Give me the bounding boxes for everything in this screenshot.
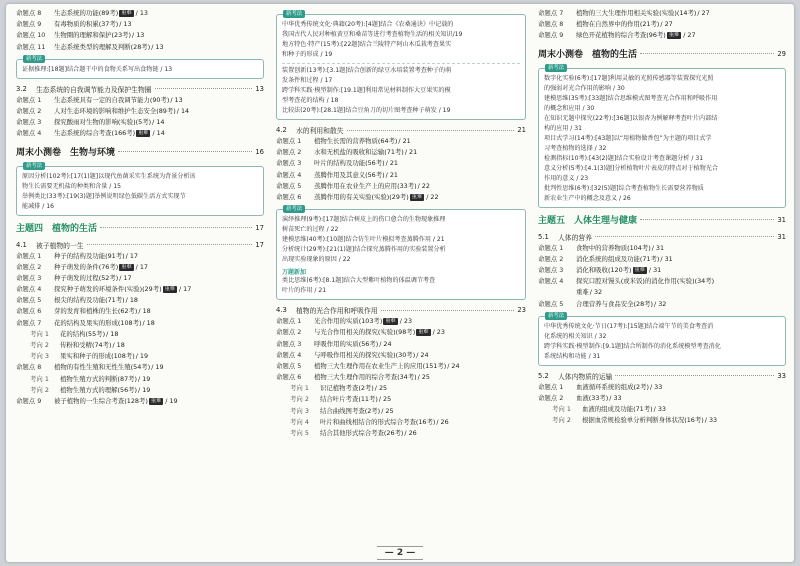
topic-row[interactable] — [16, 8, 264, 19]
topic-number: 命题点 5 — [538, 299, 564, 308]
page-ref: / 22 — [426, 192, 439, 201]
topic-number: 命题点 3 — [16, 118, 42, 127]
topic-number: 命题点 8 — [16, 9, 42, 17]
page-ref: / 18 — [112, 341, 125, 349]
topic-title: 识记植物考查(2考) — [320, 384, 374, 393]
box-line: 叶片的作用 / 21 — [282, 287, 327, 295]
page-ref: / 21 — [404, 148, 418, 157]
topic-row[interactable] — [538, 8, 786, 19]
topic-title: 根尖的结构及功能(71考) — [54, 296, 125, 305]
difficulty-badge: 重难 — [150, 398, 162, 405]
page-ref: / 19 — [151, 363, 164, 372]
page-ref: / 13 — [170, 95, 183, 104]
topic-row[interactable] — [276, 181, 526, 192]
page-ref: / 18 — [142, 318, 155, 327]
topic-title: 生态系统的综合考查(166考) — [54, 129, 136, 138]
topic-number: 考向 2 — [552, 416, 571, 425]
topic-title: 植物的有性生殖和无性生殖(54考) — [54, 363, 151, 372]
topic-title: 消化和吸收(120考) — [576, 265, 632, 274]
topic-list — [538, 243, 786, 310]
page-ref: / 19 — [138, 374, 151, 383]
topic-number: 命题点 9 — [16, 20, 42, 29]
box-line: 发条件和过程 / 17 — [282, 77, 333, 84]
topic-number: 命题点 11 — [16, 42, 46, 51]
box-line: 跨学科实践·模型制作:[9.1题]结合所制作的消化系统模型考查消化 — [544, 342, 721, 350]
box-line: 新农业生产中的概念及意义 / 26 — [544, 194, 631, 202]
topic-row[interactable] — [276, 361, 526, 372]
new-exam-box — [276, 11, 526, 120]
topic-title: 呼吸作用的实质(56考) — [314, 339, 379, 348]
box-line: 地方特色·特产(15考):[22题]结合兰陵特产阿山木瓜栽考查果实 — [282, 41, 452, 48]
new-exam-box — [538, 312, 786, 366]
topic-number: 命题点 9 — [538, 31, 564, 40]
topic-number: 命题点 4 — [276, 350, 302, 359]
page-ref: / 14 — [152, 129, 165, 138]
box-line: 的强弱对光合作用的影响 / 30 — [544, 84, 625, 92]
topic-title: 探究酸雨对生物的影响(实验)(5考) — [54, 118, 152, 127]
topic-title: 重难 — [576, 288, 589, 297]
topic-row[interactable] — [276, 147, 526, 158]
page-ref: / 13 — [135, 9, 148, 17]
section-heading[interactable]: 4.1 被子植物的一生 17 — [16, 240, 264, 250]
new-exam-box — [538, 64, 786, 208]
topic-number: 命题点 3 — [16, 273, 42, 282]
topic-row[interactable] — [16, 295, 264, 306]
topic-row[interactable] — [276, 136, 526, 147]
topic-row[interactable] — [276, 316, 526, 327]
topic-title: 结合曲线图考查(2考) — [320, 406, 381, 415]
difficulty-badge: 重难 — [138, 130, 149, 137]
page-ref: / 18 — [106, 329, 119, 338]
topic-number: 命题点 4 — [538, 277, 564, 286]
topic-row[interactable] — [16, 251, 264, 262]
page-ref: / 21 — [385, 170, 398, 179]
topic-title: 结合其他形式综合考查(26考) — [320, 429, 404, 437]
topic-number: 命题点 7 — [16, 318, 42, 327]
topic-title: 传粉和受精(74考) — [60, 341, 112, 349]
topic-number: 考向 2 — [30, 385, 49, 394]
topic-number: 命题点 6 — [276, 192, 302, 201]
new-exam-box — [16, 55, 264, 79]
difficulty-badge: 重难 — [121, 10, 132, 17]
topic-row[interactable] — [538, 265, 786, 276]
topic-row[interactable] — [276, 350, 526, 361]
sub-topic-row[interactable] — [16, 385, 264, 396]
box-line: 批判性思维(6考):[32(5)题]综合考查植物生长需要营养物质 — [544, 184, 704, 192]
box-line: 演绎推理(9考):[17题]结合树皮上的伤口愈合的生物现象推理 — [282, 216, 446, 224]
topic-number: 命题点 9 — [16, 396, 42, 405]
box-line: 和种子的形成 / 19 — [282, 51, 333, 58]
box-line: 数字化实验(6考):[17题]利用灵敏的光照传感器等装置探究光照 — [544, 74, 714, 82]
box-line: 类比思维(6考):[8.1题]结合大型紫叶植物的体温调节考查 — [282, 277, 436, 285]
topic-number: 命题点 2 — [538, 393, 564, 402]
topic-row[interactable] — [16, 362, 264, 373]
topic-title: 探究种子萌发的环境条件(实验)(29考) — [54, 285, 162, 294]
topic-title: 结合叶片考查(11考) — [320, 395, 378, 404]
topic-row[interactable] — [16, 42, 264, 53]
sub-topic-row[interactable] — [16, 374, 264, 385]
new-exam-tag: 新考法 — [283, 10, 305, 18]
topic-number: 命题点 8 — [16, 363, 42, 372]
topic-title: 叶片的结构及功能(56考) — [314, 159, 385, 168]
sub-topic-row[interactable] — [538, 415, 786, 426]
box-line: 在知识无题中探究(22考):[36题]以银杏为例解释考查叶片内部结 — [544, 114, 718, 122]
topic-number: 考向 3 — [290, 406, 309, 415]
topic-number: 命题点 1 — [276, 317, 302, 326]
topic-row[interactable] — [16, 30, 264, 41]
box-line: 系统结构和功能 / 31 — [544, 352, 601, 360]
topic-number: 命题点 8 — [538, 20, 564, 29]
box-line: 跨学科实践·模型制作:[19.1题]利用常见材料制作大豆果实的模 — [282, 87, 451, 94]
page-number: — 2 — — [6, 546, 794, 560]
topic-row[interactable] — [16, 318, 264, 329]
topic-number: 命题点 2 — [16, 262, 42, 271]
topic-row[interactable] — [538, 254, 786, 265]
topic-title: 血液循环系统的组成(2考) — [576, 382, 649, 391]
sub-topic-row[interactable] — [16, 340, 264, 351]
page-ref: / 17 — [178, 285, 192, 294]
new-exam-tag: 新考法 — [283, 205, 305, 213]
page-ref: / 13 — [151, 42, 164, 51]
column-middle — [276, 8, 526, 544]
topic-title: 有毒物质的积累(37考) — [54, 20, 119, 29]
topic-number: 命题点 1 — [16, 95, 42, 104]
topic-row[interactable] — [16, 396, 264, 407]
topic-row[interactable] — [538, 299, 786, 310]
topic-row[interactable] — [16, 95, 264, 106]
box-line: 意义分析(5考):[4.1(3)题]分析植物叶片表皮的特点对于植物光合 — [544, 164, 718, 172]
weekend-test-heading[interactable]: 周末小测卷 生物与环境 16 — [16, 147, 264, 158]
box-line: 的概念和应用 / 30 — [544, 104, 595, 112]
page-ref: / 21 — [398, 137, 411, 145]
topic-row[interactable] — [538, 276, 786, 287]
topic-number: 考向 2 — [290, 395, 309, 404]
new-exam-tag: 新考法 — [545, 312, 567, 320]
topic-title: 消化系统的组成及功能(71考) — [576, 254, 660, 263]
topic-title: 生态系统具有一定的自我调节能力(90考) — [54, 95, 170, 104]
page-ref: / 17 — [125, 251, 138, 260]
box-line: 项目式学习(14考):[43题]以“用植物做香包”为主题的项目式学 — [544, 134, 712, 142]
page-ref: / 19 — [138, 385, 151, 394]
sub-topic-row[interactable] — [276, 428, 526, 439]
topic-title: 蒸腾作用在农业生产上的应用(33考) — [314, 181, 417, 190]
page-ref: / 14 — [176, 106, 190, 115]
document-page — [6, 4, 794, 562]
topic-title: 种子萌发的过程(52考) — [54, 273, 119, 282]
topic-title: 植物三大生理作用在农业生产上的应用(151考) — [314, 361, 447, 370]
page-ref: / 21 — [385, 159, 398, 168]
topic-title: 生物圈的理解和保护(23考) — [54, 31, 132, 40]
topic-number: 考向 1 — [30, 374, 49, 383]
topic-number: 考向 2 — [30, 341, 49, 349]
box-line: 中华优秀传统文化·节日(17考):[15题]结合端午节的美食考查消 — [544, 322, 714, 330]
page-ref: / 31 — [660, 254, 673, 263]
topic-title: 与呼吸作用相关的探究(实验)(30考) — [314, 350, 416, 359]
topic-row[interactable] — [16, 19, 264, 30]
topic-row[interactable] — [538, 287, 786, 298]
box-line: 举例类比(33考):[19(3)题]举例说明绿色低碳生活方式实现节 — [22, 192, 186, 200]
topic-title: 血液的组成及功能(71考) — [582, 405, 653, 414]
topic-title: 花的结构及果实的形成(108考) — [54, 318, 142, 327]
topic-number: 命题点 3 — [538, 265, 564, 274]
section-heading[interactable]: 5.2 人体内物质的运输 33 — [538, 371, 786, 381]
page-ref: / 24 — [416, 350, 429, 359]
topic-number: 命题点 1 — [538, 243, 564, 252]
topic-title: 植物的三大生理作用相关实验(实验)(14考) — [576, 9, 697, 17]
topic-list — [538, 382, 786, 427]
sub-topic-row[interactable] — [276, 394, 526, 405]
topic-list — [538, 8, 786, 42]
topic-title: 叶片和曲线相结合的形式综合考查(16考) — [320, 417, 436, 426]
page-ref: / 24 — [447, 361, 460, 370]
page-ref: / 27 — [660, 20, 673, 29]
topic-row[interactable] — [538, 382, 786, 393]
topic-row[interactable] — [16, 117, 264, 128]
topic-title: 探究口腔对馒头(或米饭)的消化作用(实验)(34考) — [576, 277, 715, 286]
topic-number: 命题点 3 — [276, 339, 302, 348]
page-ref: / 23 — [399, 317, 413, 326]
page-ref: / 17 — [119, 273, 132, 282]
page-ref: / 32 — [654, 299, 667, 308]
topic-title: 光合作用的实质(103考) — [314, 317, 383, 326]
section-heading[interactable]: 4.3 植物的光合作用和呼吸作用 23 — [276, 306, 526, 316]
difficulty-badge: 重难 — [121, 263, 132, 270]
page-ref: / 33 — [649, 382, 663, 391]
topic-title: 生态系统类型的理解及判断(28考) — [54, 42, 151, 51]
page-ref: / 25 — [378, 395, 392, 404]
topic-row[interactable] — [276, 170, 526, 181]
difficulty-badge: 重难 — [634, 267, 645, 274]
box-line: 中华优秀传统文化·典籍(20考):[4题]结合《农桑通诀》中记载的 — [282, 21, 454, 28]
page-ref: / 26 — [404, 429, 417, 437]
box-line: 型考查花的结构 / 18 — [282, 97, 339, 104]
page-ref: / 31 — [651, 243, 665, 252]
topic-number: 命题点 5 — [16, 296, 42, 305]
topic-number: 命题点 4 — [16, 285, 42, 294]
page-ref: / 33 — [653, 405, 666, 414]
topic-row[interactable] — [16, 128, 264, 139]
topic-number: 考向 5 — [290, 429, 309, 437]
page-ref: / 19 — [165, 396, 178, 405]
page-ref: / 33 — [609, 393, 622, 402]
topic-list — [16, 251, 264, 408]
topic-title: 水和无机盐的吸收和运输(71考) — [314, 148, 404, 157]
column-left — [16, 8, 264, 544]
page-ref: / 18 — [125, 296, 138, 305]
new-exam-tag: 新考法 — [545, 64, 567, 72]
topic-row[interactable] — [276, 339, 526, 350]
difficulty-badge: 重难 — [668, 32, 680, 39]
topic-title: 食物中的营养物质(104考) — [576, 243, 651, 252]
sub-topic-row[interactable] — [276, 406, 526, 417]
box-line: 出现实验现象的原因 / 22 — [282, 256, 351, 264]
theme-heading[interactable]: 主题五 人体生理与健康 31 — [538, 215, 786, 227]
difficulty-badge: 重难 — [164, 286, 175, 293]
box-line: 能减排 / 16 — [22, 202, 54, 210]
topic-row[interactable] — [276, 192, 526, 203]
topic-number: 命题点 2 — [538, 254, 564, 263]
topic-row[interactable] — [16, 273, 264, 284]
topic-row[interactable] — [538, 19, 786, 30]
topic-number: 命题点 6 — [16, 307, 42, 316]
topic-row[interactable] — [276, 158, 526, 169]
topic-title: 种子的结构及功能(91考) — [54, 251, 125, 260]
topic-title: 血液(33考) — [576, 393, 609, 402]
page-ref: / 26 — [436, 417, 449, 426]
page-ref: / 19 — [135, 352, 149, 361]
new-exam-box — [16, 162, 264, 216]
box-line: 装置创新(13考):[3.1题]结合创新的绿豆水培装置考查种子的萌 — [282, 67, 452, 74]
difficulty-badge: 重难 — [411, 194, 423, 201]
topic-title: 植物生长需的营养物质(64考) — [314, 137, 398, 145]
new-exam-tag: 新考法 — [23, 55, 45, 63]
topic-list — [16, 8, 264, 53]
page-ref: / 18 — [138, 307, 151, 316]
box-line: 物生长需要无机盐的种类和含量 / 15 — [22, 182, 121, 190]
topic-number: 命题点 2 — [16, 106, 42, 115]
page-ref: / 17 — [135, 262, 148, 271]
section-heading[interactable]: 3.2 生态系统的自我调节能力及保护生物圈 13 — [16, 84, 264, 94]
box-line: 分析统计(29考):[21(1)题]结合探究蒸腾作用的实验装置分析 — [282, 246, 446, 254]
topic-list — [276, 316, 526, 439]
box-line: 证据推理:[18题]结合题干中的食物关系写出食物链 / 13 — [22, 65, 173, 73]
topic-title: 生态系统的功能(89考) — [54, 9, 119, 17]
box-line: 比较法(20考):[28.1题]结合豆角刀的切片图考查种子萌发 / 19 — [282, 107, 451, 114]
topic-row[interactable] — [276, 372, 526, 383]
topic-title: 人对生态环境的影响和维护生态安全(89考) — [54, 106, 176, 115]
page-ref: / 24 — [379, 339, 392, 348]
topic-row[interactable] — [538, 393, 786, 404]
page-ref: / 23 — [432, 328, 445, 337]
topic-row[interactable] — [538, 243, 786, 254]
page-ref: / 25 — [381, 406, 394, 415]
topic-number: 命题点 1 — [16, 251, 42, 260]
page-ref: / 27 — [697, 9, 710, 17]
column-right — [538, 8, 786, 544]
topic-number: 考向 1 — [290, 384, 309, 393]
theme-heading[interactable]: 主题四 植物的生活 17 — [16, 223, 264, 234]
topic-title: 植物生殖方式的判断(87考) — [60, 374, 138, 383]
topic-number: 命题点 5 — [276, 181, 302, 190]
section-heading[interactable]: 4.2 水的利用和散失 21 — [276, 126, 526, 135]
box-line: 建模思维(35考):[33题]结合思维模式图考查光合作用和呼吸作用 — [544, 94, 718, 102]
topic-number: 命题点 2 — [276, 148, 302, 157]
topic-list — [16, 95, 264, 140]
box-line: 检测指标(10考):[43(2)题]结合实验设计考查课题分析 / 31 — [544, 154, 704, 162]
topic-title: 根据血常规检验单分析判断身体状况(16考) — [582, 416, 704, 425]
topic-title: 芽的发育和植株的生长(62考) — [54, 307, 138, 316]
box-line: 化系统的相关知识 / 32 — [544, 332, 607, 340]
new-exam-box — [276, 206, 526, 300]
topic-number: 命题点 6 — [276, 373, 302, 382]
topic-row[interactable] — [276, 327, 526, 338]
box-line: 我国古代人民对种植黄豆和桑苗等进行考查植物生活的相关知识/19 — [282, 31, 463, 38]
sub-topic-row[interactable] — [276, 383, 526, 394]
page-ref: / 25 — [417, 373, 430, 382]
topic-number: 考向 4 — [290, 417, 309, 426]
topic-title: 植物生殖方式的理解(56考) — [60, 385, 138, 394]
page-ref: / 31 — [648, 265, 662, 274]
topic-row[interactable] — [16, 306, 264, 317]
topic-number: 命题点 2 — [276, 328, 302, 337]
topic-number: 考向 1 — [30, 329, 49, 338]
topic-number: 考向 3 — [30, 352, 49, 361]
box-line: 建模思维(40考):[10题]结合仿生叶片模拟考查蒸腾作用 / 21 — [282, 236, 445, 244]
section-heading[interactable]: 5.1 人体的营养 31 — [538, 232, 786, 242]
topic-row[interactable] — [16, 262, 264, 273]
topic-number: 命题点 5 — [276, 361, 302, 370]
page-ref: / 13 — [119, 20, 132, 29]
box-line: 原因分析(102考):[17(1)题]以现代鱼菌采实生系统为背景分析该 — [22, 172, 196, 180]
topic-number: 命题点 1 — [276, 137, 302, 145]
topic-number: 考向 1 — [552, 405, 571, 414]
new-exam-tag: 新考法 — [23, 162, 45, 170]
sub-topic-row[interactable] — [16, 329, 264, 340]
difficulty-badge: 重难 — [385, 318, 396, 325]
page-ref: / 33 — [704, 416, 718, 425]
page-ref: / 27 — [683, 31, 696, 40]
topic-title: 种子萌发的条件(76考) — [54, 262, 119, 271]
page-ref: / 32 — [589, 288, 603, 297]
sub-topic-row[interactable] — [16, 351, 264, 362]
topic-title: 被子植物的一生综合考查(128考) — [54, 396, 148, 405]
topic-row[interactable] — [16, 106, 264, 117]
topic-list — [276, 136, 526, 203]
topic-number: 命题点 4 — [276, 170, 302, 179]
topic-title: 合理营养与食品安全(28考) — [576, 299, 654, 308]
topic-title: 植物三大生理作用的综合考查(34考) — [314, 373, 417, 382]
topic-row[interactable] — [538, 30, 786, 41]
topic-title: 蒸腾作用的有关实验(实验)(29考) — [314, 192, 409, 201]
topic-number: 命题点 3 — [276, 159, 302, 168]
page-ref: / 13 — [132, 31, 145, 40]
extra-label: 万题新加 — [282, 269, 307, 277]
box-line: 习考查植物的选择 / 32 — [544, 144, 607, 152]
topic-number: 命题点 1 — [538, 382, 564, 391]
box-line: 树苗死亡的过程 / 22 — [282, 226, 339, 234]
page-ref: / 22 — [417, 181, 430, 190]
topic-title: 与光合作用相关的探究(实验)(98考) — [314, 328, 416, 337]
topic-number: 命题点 10 — [16, 31, 46, 40]
page-ref: / 25 — [374, 384, 388, 393]
sub-topic-row[interactable] — [276, 417, 526, 428]
topic-title: 花的结构(55考) — [60, 329, 106, 338]
topic-number: 命题点 7 — [538, 9, 564, 17]
difficulty-badge: 重难 — [418, 329, 429, 336]
weekend-test-heading[interactable]: 周末小测卷 植物的生活 29 — [538, 49, 786, 61]
topic-title: 蒸腾作用及其意义(56考) — [314, 170, 385, 179]
topic-title: 植物在自然界中的作用(21考) — [576, 20, 660, 29]
box-line: 作用的意义 / 23 — [544, 174, 589, 182]
box-line: 构的应用 / 31 — [544, 124, 583, 132]
topic-number: 命题点 4 — [16, 129, 42, 138]
topic-title: 果实和种子的形成(108考) — [60, 352, 135, 361]
topic-row[interactable] — [16, 284, 264, 295]
page-ref: / 14 — [152, 118, 165, 127]
topic-title: 绿色开花植物的综合考查(96考) — [576, 31, 666, 40]
sub-topic-row[interactable] — [538, 404, 786, 415]
